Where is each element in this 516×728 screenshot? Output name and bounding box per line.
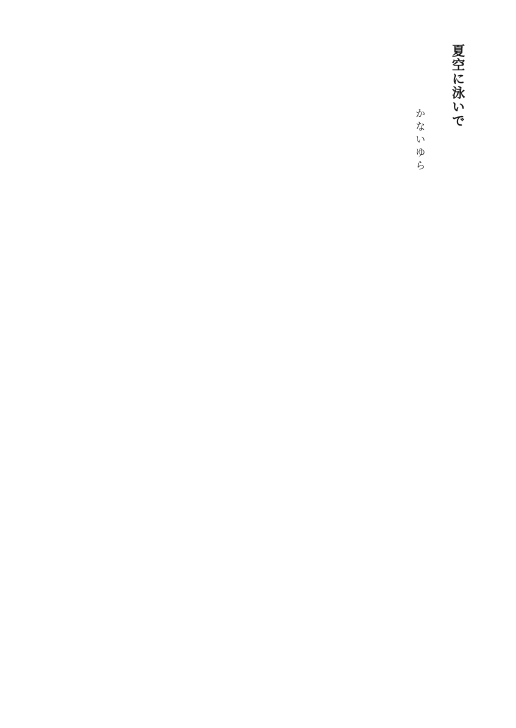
text-tier-middle xyxy=(58,262,466,472)
story-title: 夏空に泳いで xyxy=(449,44,464,128)
text-tier-top xyxy=(58,45,388,270)
text-tier-bottom xyxy=(58,482,466,696)
author-name: かないゆら xyxy=(413,108,424,173)
